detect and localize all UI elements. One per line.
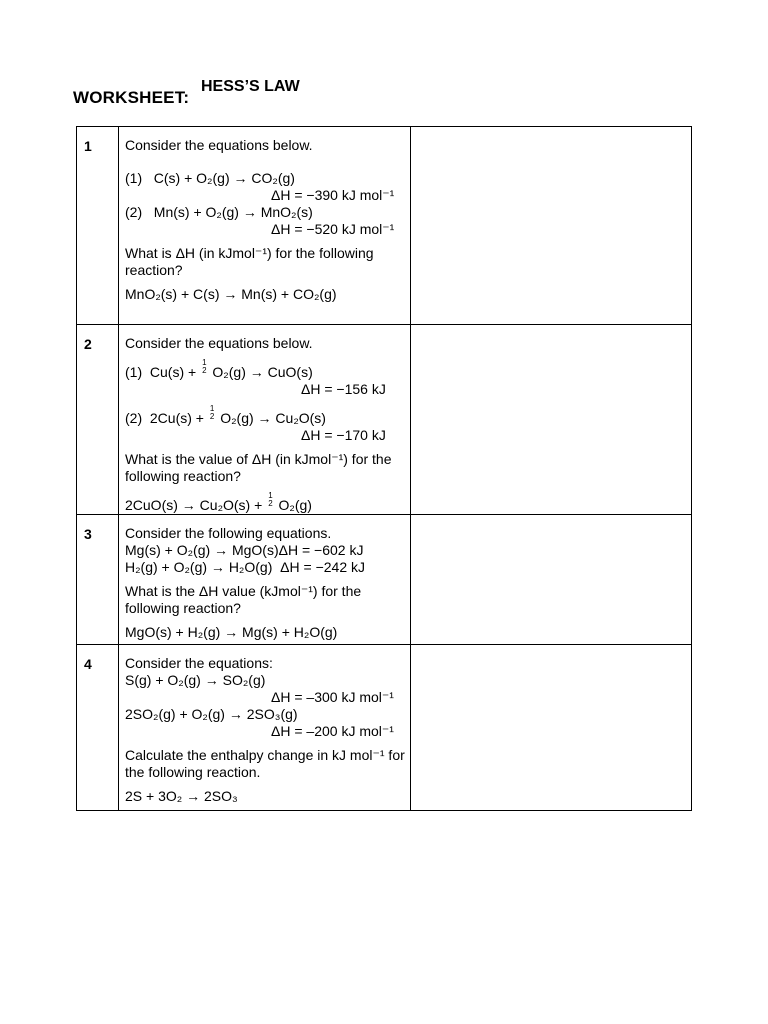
target-reaction: 2S + 3O₂ → 2SO₃ [125,788,238,804]
question-cell [119,325,411,515]
answer-cell[interactable] [411,127,692,325]
question-intro: Consider the equations below. [125,137,313,153]
fraction-half: 1 2 [209,404,215,421]
enthalpy-value: ΔH = −390 kJ mol⁻¹ [271,187,395,203]
title-sub: HESS’S LAW [201,78,300,95]
fraction-half: 1 2 [202,358,207,375]
target-reaction: 2CuO(s) → Cu₂O(s) + 1 2 O₂(g) [125,491,312,513]
answer-cell[interactable] [411,645,692,811]
worksheet-title [73,78,473,108]
question-row-3 [77,515,692,645]
question-prompt: Calculate the enthalpy change in kJ mol⁻¹ for the following reaction. [125,747,405,780]
answer-cell[interactable] [411,515,692,645]
equation: (2) Mn(s) + O₂(g) → MnO₂(s) [125,204,313,220]
question-number: 4 [77,645,119,811]
question-prompt: What is the ΔH value (kJmol⁻¹) for the following reaction? [125,583,362,616]
equation: H₂(g) + O₂(g) → H₂O(g) ΔH = −242 kJ [125,559,365,575]
equation: 2SO₂(g) + O₂(g) → 2SO₃(g) [125,706,298,722]
fraction-half: 1 2 [268,491,273,508]
question-number: 2 [77,325,119,515]
title-main: WORKSHEET: [73,88,190,107]
target-reaction: MgO(s) + H₂(g) → Mg(s) + H₂O(g) [125,624,338,640]
question-intro: Consider the following equations. [125,525,332,541]
enthalpy-value: ΔH = −156 kJ [301,381,386,397]
enthalpy-value: ΔH = −520 kJ mol⁻¹ [271,221,395,237]
question-prompt: What is the value of ΔH (in kJmol⁻¹) for the following reaction? [125,451,392,484]
equation: (2) 2Cu(s) + 1 2 O₂(g) → Cu₂O(s) [125,404,326,426]
enthalpy-value: ΔH = –200 kJ mol⁻¹ [271,723,394,739]
equation: (1) Cu(s) + 1 2 O₂(g) → CuO(s) [125,358,313,380]
equation: (1) C(s) + O₂(g) → CO₂(g) [125,170,295,186]
questions-table [76,126,692,811]
question-cell [119,645,411,811]
target-reaction: MnO₂(s) + C(s) → Mn(s) + CO₂(g) [125,286,337,302]
answer-cell[interactable] [411,325,692,515]
enthalpy-value: ΔH = −170 kJ [301,427,386,443]
question-intro: Consider the equations: [125,655,273,671]
question-number: 3 [77,515,119,645]
question-cell [119,127,411,325]
question-row-1 [77,127,692,325]
equation: S(g) + O₂(g) → SO₂(g) [125,672,266,688]
equation: Mg(s) + O₂(g) → MgO(s)ΔH = −602 kJ [125,542,364,558]
question-cell [119,515,411,645]
question-intro: Consider the equations below. [125,335,313,351]
question-row-4 [77,645,692,811]
question-prompt: What is ΔH (in kJmol⁻¹) for the following reaction? [125,245,374,278]
enthalpy-value: ΔH = –300 kJ mol⁻¹ [271,689,394,705]
question-number: 1 [77,127,119,325]
question-row-2 [77,325,692,515]
